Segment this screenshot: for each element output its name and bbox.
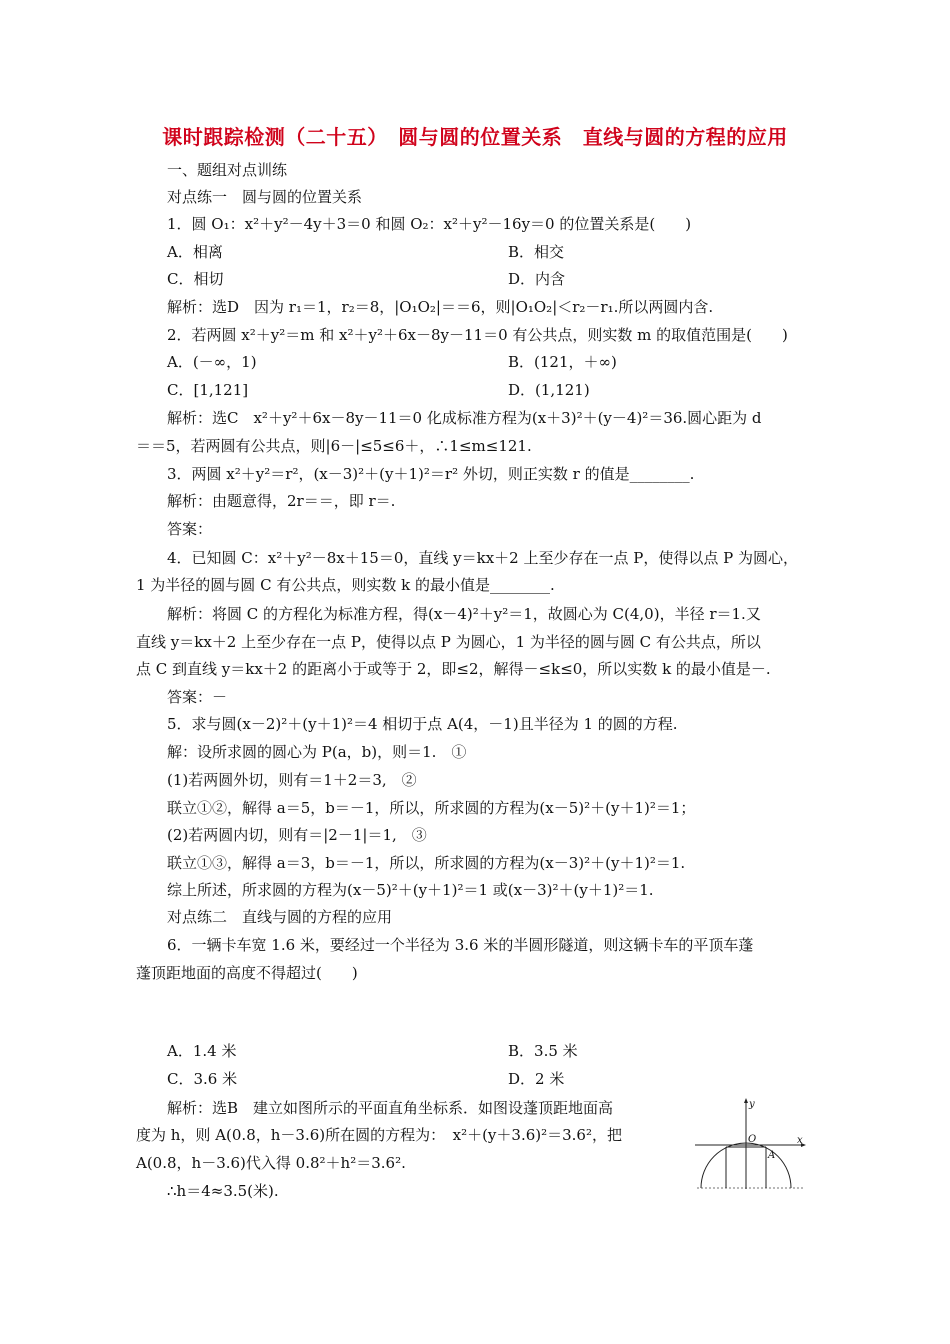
x-label: x bbox=[797, 1135, 803, 1146]
solution-5-line: (2)若两圆内切，则有＝|2－1|＝1, ③ bbox=[167, 826, 427, 844]
solution-6-line: 度为 h，则 A(0.8，h－3.6)所在圆的方程为： x²＋(y＋3.6)²＝3.6²，把 bbox=[136, 1126, 622, 1144]
solution-4-line: 点 C 到直线 y＝kx＋2 的距离小于或等于 2，即≤2，解得－≤k≤0，所以实数 k 的最小值是－. bbox=[136, 660, 771, 678]
question-3: 3．两圆 x²＋y²＝r²，(x－3)²＋(y＋1)²＝r² 外切，则正实数 r 的值是________. bbox=[167, 465, 695, 483]
solution-5-line: 联立①②，解得 a＝5，b＝－1，所以，所求圆的方程为(x－5)²＋(y＋1)²＝1； bbox=[167, 799, 696, 817]
question-5: 5．求与圆(x－2)²＋(y＋1)²＝4 相切于点 A(4，－1)且半径为 1 的圆的方程. bbox=[167, 715, 678, 733]
solution-5-line: 解：设所求圆的圆心为 P(a，b)，则＝1. ① bbox=[167, 743, 467, 761]
option-b: B．(121，＋∞) bbox=[508, 353, 617, 371]
option-a: A．相离 bbox=[167, 243, 223, 261]
option-c: C．[1,121] bbox=[167, 381, 249, 399]
option-d: D．内含 bbox=[508, 270, 566, 288]
solution-5-line: 综上所述，所求圆的方程为(x－5)²＋(y＋1)²＝1 或(x－3)²＋(y＋1)²＝1. bbox=[167, 881, 654, 899]
question-2: 2．若两圆 x²＋y²＝m 和 x²＋y²＋6x－8y－11＝0 有公共点，则实数 m 的取值范围是( ) bbox=[167, 326, 788, 344]
answer-4: 答案：－ bbox=[167, 688, 228, 706]
answer-3: 答案： bbox=[167, 520, 213, 538]
option-d: D．2 米 bbox=[508, 1070, 565, 1088]
option-b: B．相交 bbox=[508, 243, 565, 261]
solution-2-line: ＝＝5，若两圆有公共点，则|6－|≤5≤6＋，∴1≤m≤121. bbox=[136, 437, 532, 455]
option-c: C．相切 bbox=[167, 270, 224, 288]
point-a-label: A bbox=[768, 1150, 776, 1161]
section-heading: 一、题组对点训练 bbox=[167, 161, 288, 179]
option-b: B．3.5 米 bbox=[508, 1042, 578, 1060]
solution-3: 解析：由题意得，2r＝＝，即 r＝. bbox=[167, 492, 396, 510]
origin-label: O bbox=[748, 1134, 757, 1145]
solution-6-line: ∴h＝4≈3.5(米). bbox=[167, 1182, 279, 1200]
option-a: A．(－∞，1) bbox=[167, 353, 257, 371]
solution-2-line: 解析：选C x²＋y²＋6x－8y－11＝0 化成标准方程为(x＋3)²＋(y－4)²＝36.圆心距为 d bbox=[167, 409, 762, 427]
subsection-heading: 对点练二 直线与圆的方程的应用 bbox=[167, 908, 393, 926]
page-title: 课时跟踪检测（二十五） 圆与圆的位置关系 直线与圆的方程的应用 bbox=[162, 125, 788, 149]
solution-6-line: A(0.8，h－3.6)代入得 0.8²＋h²＝3.6². bbox=[136, 1154, 406, 1172]
solution-4-line: 解析：将圆 C 的方程化为标准方程，得(x－4)²＋y²＝1，故圆心为 C(4,0)，半径 r＝1.又 bbox=[167, 605, 761, 623]
question-1: 1．圆 O₁：x²＋y²－4y＋3＝0 和圆 O₂：x²＋y²－16y＝0 的位置关系是( ) bbox=[167, 215, 692, 233]
solution-1: 解析：选D 因为 r₁＝1，r₂＝8，|O₁O₂|＝＝6，则|O₁O₂|＜r₂－r₁.所以两圆内含. bbox=[167, 298, 714, 316]
solution-5-line: 联立①③，解得 a＝3，b＝－1，所以，所求圆的方程为(x－3)²＋(y＋1)²＝1. bbox=[167, 854, 686, 872]
solution-5-line: (1)若两圆外切，则有＝1＋2＝3, ② bbox=[167, 771, 417, 789]
option-a: A．1.4 米 bbox=[167, 1042, 237, 1060]
option-c: C．3.6 米 bbox=[167, 1070, 238, 1088]
tunnel-coordinate-figure bbox=[693, 1097, 813, 1193]
solution-6-line: 解析：选B 建立如图所示的平面直角坐标系．如图设蓬顶距地面高 bbox=[167, 1099, 614, 1117]
question-6-line: 蓬顶距地面的高度不得超过( ) bbox=[136, 964, 358, 982]
y-label: y bbox=[749, 1099, 755, 1110]
solution-4-line: 直线 y＝kx＋2 上至少存在一点 P，使得以点 P 为圆心，1 为半径的圆与圆 C 有公共点，所以 bbox=[136, 633, 761, 651]
y-axis-arrow-icon bbox=[744, 1098, 748, 1103]
question-4-line: 1 为半径的圆与圆 C 有公共点，则实数 k 的最小值是________. bbox=[136, 576, 555, 594]
option-d: D．(1,121) bbox=[508, 381, 590, 399]
question-4-line: 4．已知圆 C：x²＋y²－8x＋15＝0，直线 y＝kx＋2 上至少存在一点 P，使得以点 P 为圆心， bbox=[167, 549, 798, 567]
question-6-line: 6．一辆卡车宽 1.6 米，要经过一个半径为 3.6 米的半圆形隧道，则这辆卡车的平顶车蓬 bbox=[167, 936, 754, 954]
subsection-heading: 对点练一 圆与圆的位置关系 bbox=[167, 188, 363, 206]
